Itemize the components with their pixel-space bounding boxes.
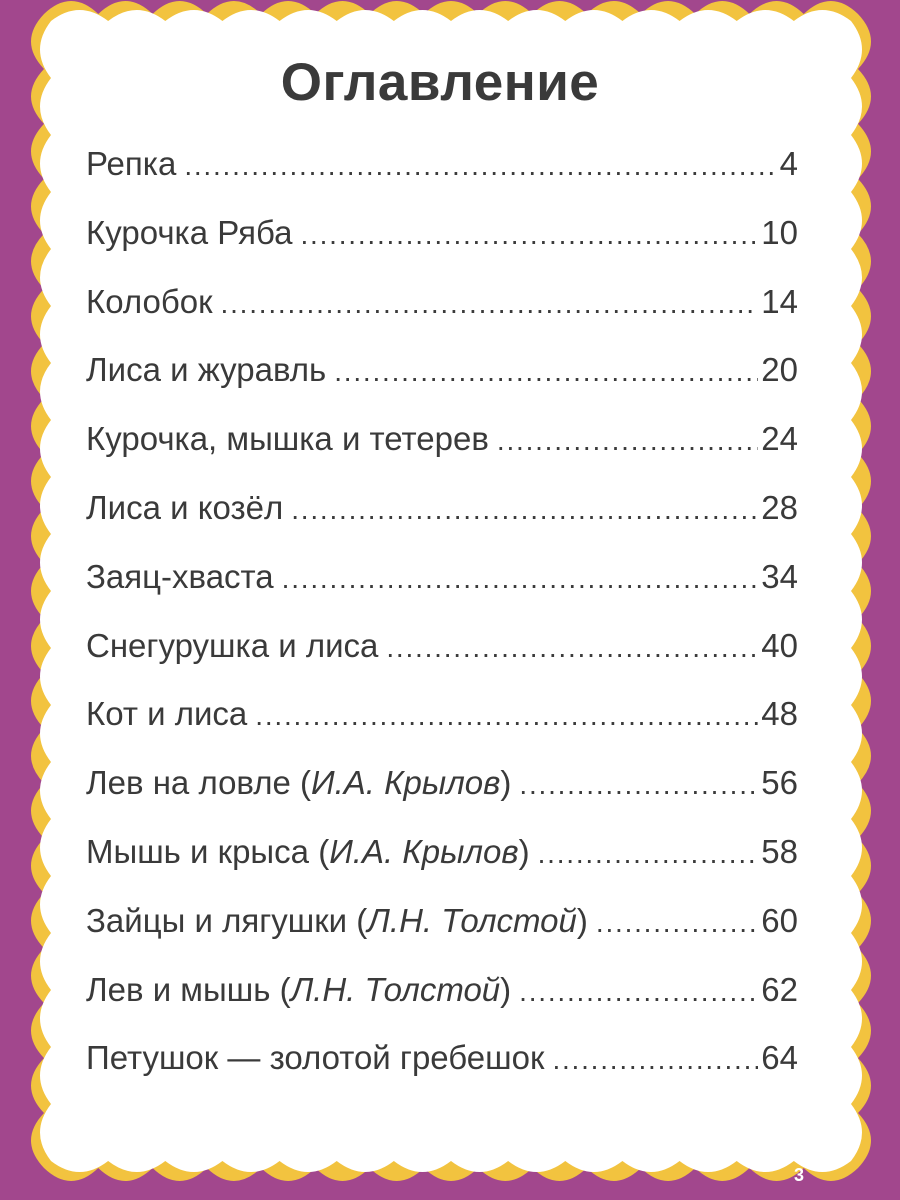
toc-entry-title: Курочка Ряба	[86, 213, 293, 251]
toc-entry[interactable]	[86, 1029, 798, 1098]
toc-entry-author: И.А. Крылов	[329, 832, 519, 870]
toc-page-number: 48	[761, 695, 798, 733]
toc-page-number: 34	[761, 557, 798, 595]
toc-leader-dots	[334, 343, 758, 401]
toc-entry-title: Лев и мышь (Л.Н. Толстой)	[86, 970, 512, 1008]
toc-page-number: 60	[761, 901, 798, 939]
toc-entry-title: Курочка, мышка и тетерев	[86, 420, 489, 458]
toc-entry-author: Л.Н. Толстой	[367, 901, 577, 939]
toc-entry-title: Зайцы и лягушки (Л.Н. Толстой)	[86, 901, 588, 939]
toc-entry-author: И.А. Крылов	[310, 764, 501, 802]
toc-entry-title: Колобок	[86, 282, 213, 320]
toc-entry-author: Л.Н. Толстой	[290, 970, 501, 1008]
toc-leader-dots	[291, 481, 758, 539]
toc-leader-dots	[386, 619, 758, 677]
toc-leader-dots	[221, 275, 759, 333]
toc-leader-dots	[519, 756, 758, 814]
toc-entry-title: Репка	[86, 145, 177, 182]
toc-entry-title: Лиса и козёл	[86, 488, 284, 526]
toc-entry[interactable]	[86, 961, 798, 1030]
toc-entry[interactable]	[86, 617, 798, 686]
toc-entry[interactable]	[86, 754, 798, 823]
toc-leader-dots	[497, 412, 758, 470]
toc-entry[interactable]	[86, 892, 798, 961]
table-of-contents	[86, 135, 798, 1098]
toc-page-number: 20	[761, 351, 798, 389]
toc-page-number: 24	[761, 420, 798, 458]
toc-entry[interactable]	[86, 548, 798, 617]
toc-entry[interactable]	[86, 685, 798, 754]
toc-leader-dots	[184, 137, 776, 195]
toc-entry[interactable]	[86, 479, 798, 548]
toc-leader-dots	[301, 206, 759, 264]
toc-leader-dots	[596, 894, 758, 952]
toc-entry[interactable]	[86, 135, 798, 204]
toc-page-number: 40	[761, 626, 798, 664]
toc-entry[interactable]	[86, 823, 798, 892]
toc-page-number: 10	[761, 213, 798, 251]
toc-entry-title: Лев на ловле (И.А. Крылов)	[86, 764, 512, 802]
toc-page-number: 64	[761, 1039, 798, 1077]
toc-page-number: 4	[779, 145, 798, 182]
toc-entry[interactable]	[86, 341, 798, 410]
toc-entry-title: Снегурушка и лиса	[86, 626, 379, 664]
toc-entry-title: Петушок — золотой гребешок	[86, 1039, 545, 1077]
toc-entry[interactable]	[86, 273, 798, 342]
toc-entry-title: Мышь и крыса (И.А. Крылов)	[86, 832, 530, 870]
toc-leader-dots	[519, 963, 758, 1021]
toc-leader-dots	[255, 687, 758, 745]
toc-entry[interactable]	[86, 410, 798, 479]
toc-page-number: 14	[761, 282, 798, 320]
toc-entry-title: Лиса и журавль	[86, 351, 327, 389]
toc-page-number: 28	[761, 488, 798, 526]
page-number: 3	[793, 1165, 804, 1185]
toc-page-number: 62	[761, 970, 798, 1008]
toc-leader-dots	[552, 1031, 758, 1089]
toc-page-number: 56	[761, 764, 798, 802]
toc-entry-title: Заяц-хваста	[86, 557, 274, 595]
toc-leader-dots	[282, 550, 759, 608]
toc-page-number: 58	[761, 832, 798, 870]
toc-entry-title: Кот и лиса	[86, 695, 248, 733]
toc-leader-dots	[538, 825, 759, 883]
toc-entry[interactable]	[86, 204, 798, 273]
page-title: Оглавление	[280, 53, 600, 112]
